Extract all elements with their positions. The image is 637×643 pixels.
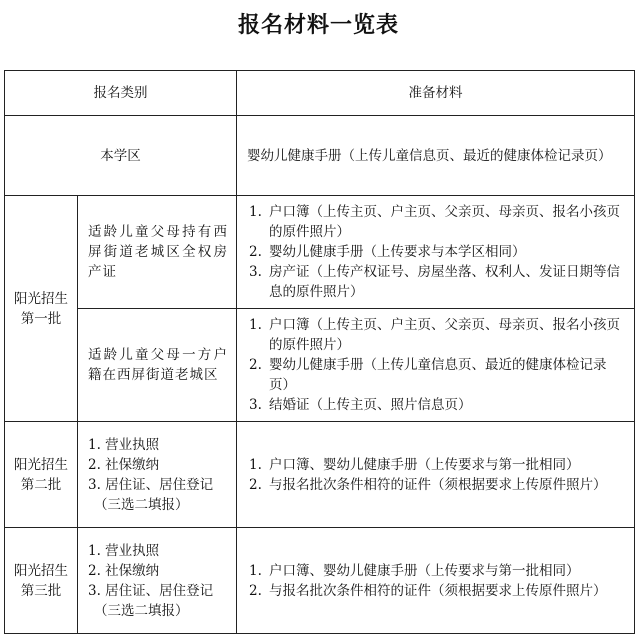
row-batch1-a <box>5 196 635 309</box>
batch1-materials-property <box>237 196 635 309</box>
row-batch2 <box>5 422 635 528</box>
header-materials: 准备材料 <box>237 71 635 116</box>
list-item: 3. 结婚证（上传主页、照片信息页） <box>249 397 472 413</box>
row-batch3 <box>5 528 635 634</box>
batch1-label: 阳光招生第一批 <box>5 196 78 422</box>
list-item: 1. 营业执照 <box>88 436 160 453</box>
batch1-materials-household <box>237 309 635 422</box>
list-item: 1. 户口簿、婴幼儿健康手册（上传要求与第一批相同） <box>249 562 580 579</box>
list-item: 3. 房产证（上传产权证号、房屋坐落、权利人、发证日期等信息的原件照片） <box>249 264 620 300</box>
list-item: 2. 与报名批次条件相符的证件（须根据要求上传原件照片） <box>249 582 607 599</box>
list-item: 1. 户口簿、婴幼儿健康手册（上传要求与第一批相同） <box>249 456 580 473</box>
batch2-materials <box>237 422 635 528</box>
list-item: 2. 婴幼儿健康手册（上传要求与本学区相同） <box>249 244 526 260</box>
batch2-conditions <box>78 422 237 528</box>
list-item: 2. 社保缴纳 <box>88 562 160 579</box>
list-item: 2. 婴幼儿健康手册（上传儿童信息页、最近的健康体检记录页） <box>249 357 607 393</box>
batch2-note: （三选二填报） <box>94 496 189 513</box>
batch3-materials <box>237 528 635 634</box>
list-item: 1. 户口簿（上传主页、户主页、父亲页、母亲页、报名小孩页的原件照片） <box>249 204 620 240</box>
header-row <box>5 71 635 116</box>
batch3-conditions <box>78 528 237 634</box>
batch3-note: （三选二填报） <box>94 602 189 619</box>
page-title: 报名材料一览表 <box>237 12 399 38</box>
batch1-condition-property: 适龄儿童父母持有西屏街道老城区全权房产证 <box>78 196 237 309</box>
row-home-district <box>5 116 635 196</box>
batch1-condition-household: 适龄儿童父母一方户籍在西屏街道老城区 <box>78 309 237 422</box>
list-item: 1. 户口簿（上传主页、户主页、父亲页、母亲页、报名小孩页的原件照片） <box>249 317 620 353</box>
batch3-label: 阳光招生第三批 <box>5 528 78 634</box>
batch2-label: 阳光招生第二批 <box>5 422 78 528</box>
list-item: 3. 居住证、居住登记 <box>88 582 214 599</box>
list-item: 1. 营业执照 <box>88 542 160 559</box>
materials-table <box>4 70 635 634</box>
row-batch1-b <box>5 309 635 422</box>
list-item: 2. 社保缴纳 <box>88 456 160 473</box>
list-item: 2. 与报名批次条件相符的证件（须根据要求上传原件照片） <box>249 476 607 493</box>
home-district-materials: 婴幼儿健康手册（上传儿童信息页、最近的健康体检记录页） <box>237 116 635 196</box>
home-district-category: 本学区 <box>5 116 237 196</box>
header-category: 报名类别 <box>5 71 237 116</box>
list-item: 3. 居住证、居住登记 <box>88 476 214 493</box>
